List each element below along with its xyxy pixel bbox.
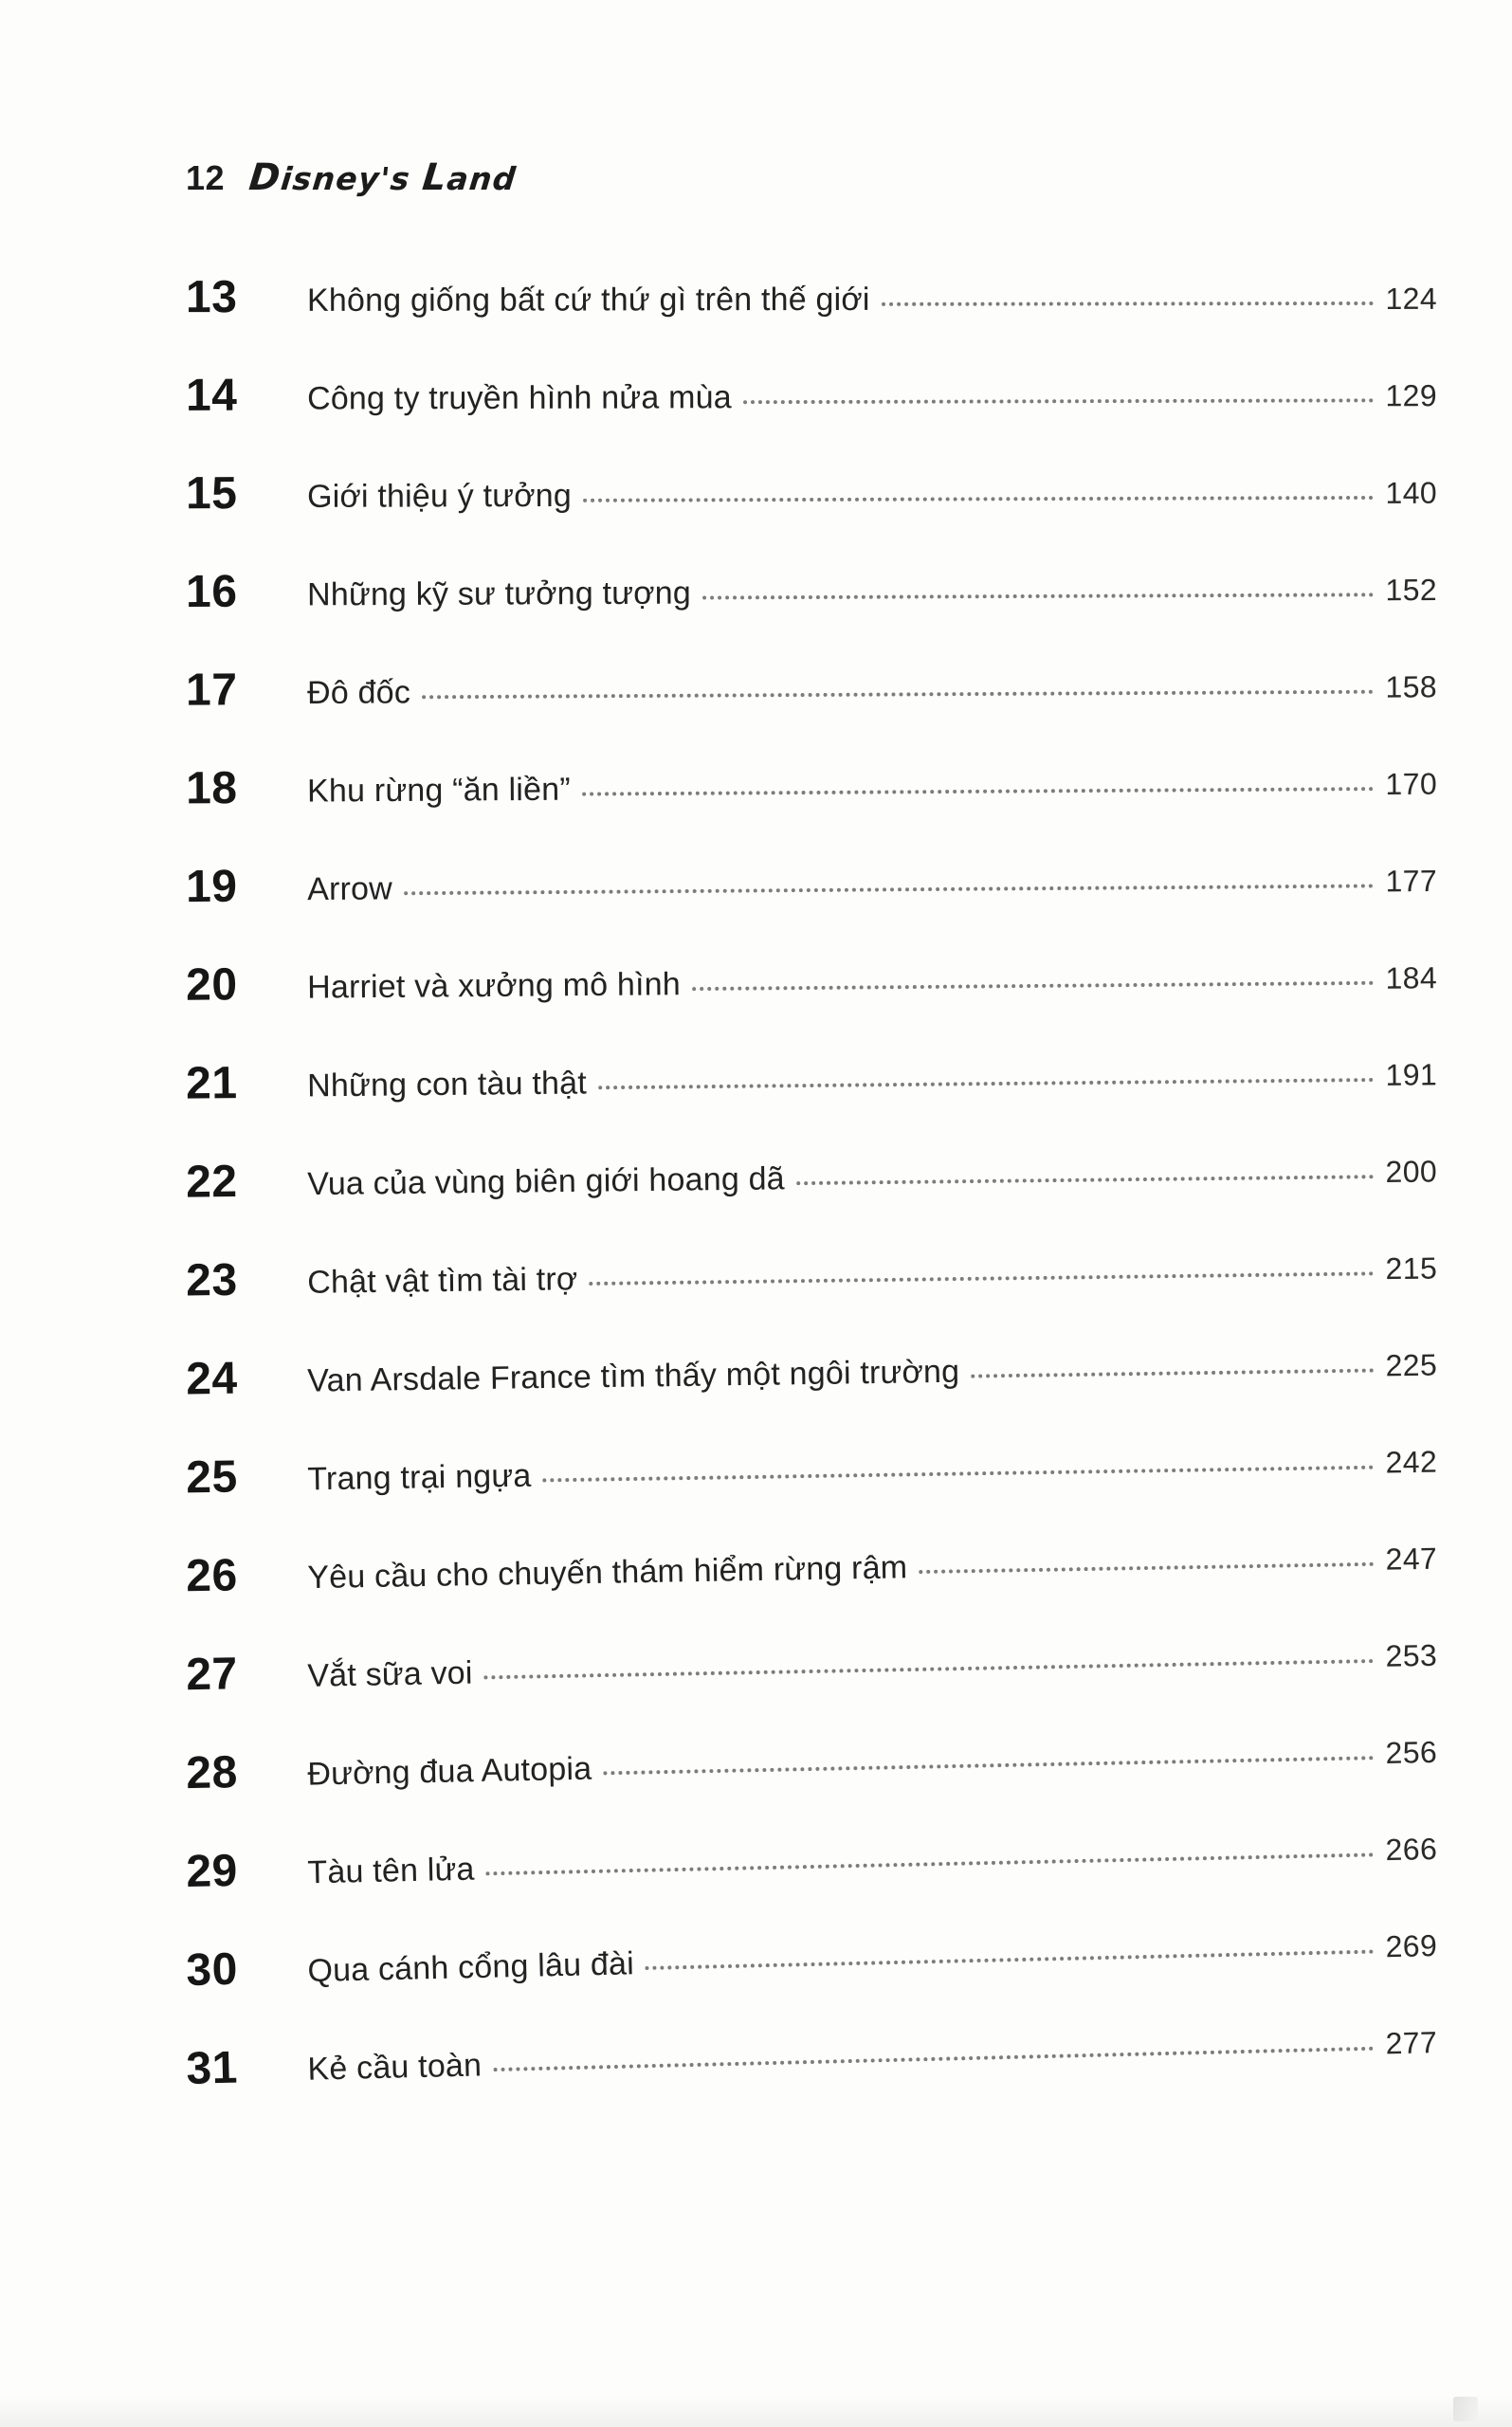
page-bottom-shadow (0, 2395, 1512, 2427)
chapter-number: 13 (185, 272, 238, 323)
chapter-number: 16 (185, 566, 238, 617)
chapter-page-number: 225 (1385, 1347, 1438, 1383)
chapter-page-number: 247 (1385, 1541, 1438, 1577)
chapter-number: 28 (185, 1747, 239, 1799)
chapter-title: Tàu tên lửa (307, 1851, 475, 1890)
chapter-page-number: 200 (1385, 1154, 1438, 1190)
chapter-title: Qua cánh cổng lâu đài (307, 1944, 635, 1989)
chapter-page-number: 253 (1385, 1637, 1438, 1673)
book-title-initial-d: D (246, 156, 283, 199)
running-head (186, 156, 517, 199)
chapter-number: 31 (185, 2042, 239, 2094)
book-title-part-and: and (445, 160, 519, 197)
toc-entry[interactable] (186, 624, 1438, 728)
chapter-page-number: 269 (1385, 1928, 1438, 1964)
page-folio-number: 12 (186, 158, 226, 197)
book-title-initial-l: L (420, 156, 450, 199)
dot-leader (542, 1465, 1374, 1483)
dot-leader (692, 980, 1375, 991)
chapter-entry (307, 378, 1437, 434)
dot-leader (603, 1755, 1374, 1775)
chapter-title: Không giống bất cứ thứ gì trên thế giới (306, 281, 870, 319)
chapter-title: Giới thiệu ý tưởng (306, 477, 572, 515)
chapter-title: Chật vật tìm tài trợ (306, 1260, 578, 1301)
dot-leader (646, 1949, 1375, 1970)
dot-leader (493, 2046, 1375, 2071)
chapter-entry (307, 669, 1437, 728)
chapter-page-number: 256 (1385, 1734, 1438, 1770)
dot-leader (486, 1852, 1375, 1875)
chapter-page-number: 152 (1385, 573, 1438, 608)
dot-leader (583, 495, 1375, 502)
dot-leader (882, 301, 1375, 306)
chapter-number: 23 (185, 1254, 238, 1306)
chapter-number: 15 (185, 468, 238, 520)
chapter-page-number: 129 (1385, 378, 1438, 413)
chapter-title: Yêu cầu cho chuyến thám hiểm rừng rậm (306, 1548, 908, 1596)
chapter-number: 14 (185, 370, 238, 421)
chapter-title: Vua của vùng biên giới hoang dã (306, 1159, 786, 1202)
dot-leader (919, 1561, 1374, 1574)
chapter-page-number: 277 (1385, 2025, 1438, 2061)
toc-entry[interactable] (186, 236, 1437, 336)
page-corner-mark (1453, 2397, 1478, 2421)
chapter-number: 22 (185, 1156, 238, 1208)
dot-leader (582, 786, 1375, 796)
chapter-entry (307, 2025, 1438, 2105)
dot-leader (971, 1368, 1374, 1378)
chapter-page-number: 191 (1385, 1057, 1438, 1092)
chapter-page-number: 140 (1385, 475, 1438, 510)
book-title (247, 156, 519, 199)
chapter-title: Đường đua Autopia (307, 1750, 592, 1793)
dot-leader (404, 883, 1375, 895)
toc-entry[interactable] (185, 1108, 1437, 1220)
chapter-entry (307, 864, 1437, 925)
chapter-page-number: 215 (1385, 1250, 1438, 1286)
toc-entry[interactable] (185, 1205, 1437, 1319)
chapter-title: Van Arsdale France tìm thấy một ngôi trường (306, 1353, 960, 1399)
chapter-entry (307, 475, 1437, 532)
toc-entry[interactable] (186, 721, 1438, 828)
chapter-number: 30 (185, 1943, 239, 1996)
dot-leader (702, 592, 1375, 599)
dot-leader (484, 1658, 1375, 1679)
chapter-page-number: 124 (1385, 281, 1438, 316)
toc-entry[interactable] (186, 818, 1438, 925)
chapter-number: 25 (185, 1451, 239, 1504)
chapter-title: Những con tàu thật (306, 1065, 588, 1104)
dot-leader (796, 1174, 1375, 1185)
chapter-number: 20 (185, 959, 238, 1011)
dot-leader (598, 1077, 1375, 1089)
chapter-number: 19 (185, 861, 238, 913)
chapter-page-number: 170 (1385, 766, 1438, 801)
chapter-number: 27 (185, 1649, 239, 1701)
toc-entry[interactable] (186, 333, 1437, 434)
chapter-title: Công ty truyền hình nửa mùa (306, 378, 732, 417)
chapter-title: Vắt sữa voi (307, 1654, 473, 1694)
toc-entry[interactable] (186, 527, 1437, 630)
chapter-entry (307, 281, 1437, 335)
chapter-title: Đô đốc (306, 673, 411, 711)
chapter-page-number: 158 (1385, 669, 1438, 704)
chapter-entry (307, 766, 1437, 826)
chapter-page-number: 266 (1385, 1831, 1438, 1868)
chapter-title: Arrow (306, 870, 393, 907)
chapter-number: 26 (185, 1550, 239, 1602)
chapter-page-number: 242 (1385, 1444, 1438, 1480)
dot-leader (589, 1270, 1374, 1286)
chapter-number: 18 (185, 763, 238, 814)
toc-entry[interactable] (185, 1303, 1437, 1418)
toc-entry[interactable] (186, 430, 1437, 533)
chapter-number: 17 (185, 665, 238, 716)
book-title-part-isneys: isney's (279, 160, 425, 197)
chapter-number: 24 (185, 1353, 238, 1405)
chapter-title: Khu rừng “ăn liền” (306, 771, 571, 810)
chapter-title: Harriet và xưởng mô hình (306, 965, 682, 1006)
chapter-page-number: 184 (1385, 960, 1438, 995)
chapter-title: Những kỹ sư tưởng tượng (306, 575, 691, 613)
toc-entry[interactable] (186, 915, 1438, 1024)
toc-entry[interactable] (186, 1012, 1438, 1122)
table-of-contents (186, 237, 1437, 2092)
dot-leader (422, 689, 1374, 700)
chapter-entry (307, 573, 1437, 630)
chapter-page-number: 177 (1385, 863, 1438, 899)
chapter-number: 21 (185, 1058, 238, 1109)
chapter-number: 29 (185, 1845, 239, 1898)
chapter-title: Trang trại ngựa (306, 1457, 532, 1497)
chapter-title: Kẻ cầu toàn (307, 2046, 483, 2088)
dot-leader (743, 397, 1375, 404)
